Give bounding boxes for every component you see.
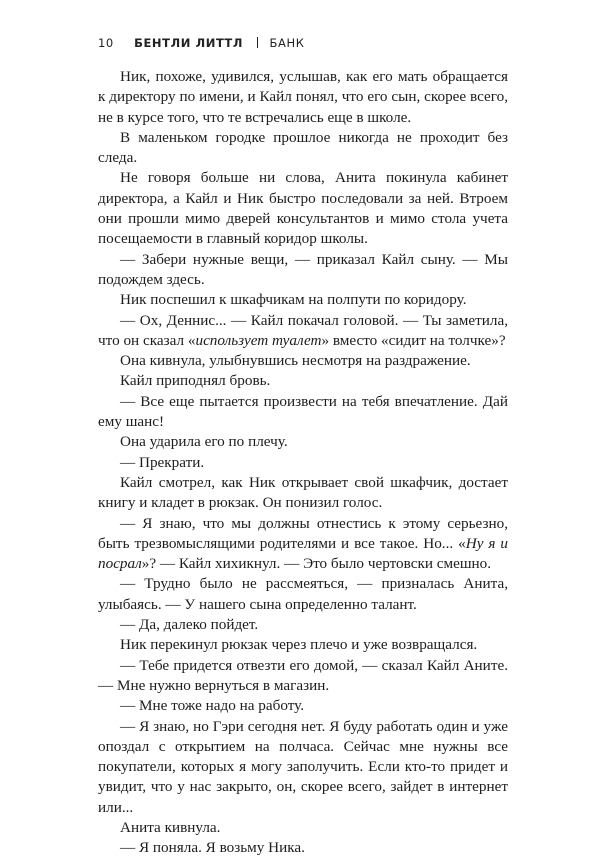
paragraph: — Трудно было не рассмеяться, — призналась Анита, улыбаясь. — У нашего сына определенно талант.: [98, 575, 508, 613]
paragraph: Ник поспешил к шкафчикам на полпути по коридору.: [120, 291, 467, 309]
paragraph: Она ударила его по плечу.: [120, 433, 288, 451]
paragraph: В маленьком городке прошлое никогда не проходит без следа.: [98, 128, 508, 167]
paragraph: [98, 311, 508, 352]
italic-text-run: Ну я и посрал: [98, 534, 508, 573]
text-run: »? — Кайл хихикнул. — Это было чертовски смешно.: [141, 555, 492, 573]
body-text: [98, 67, 508, 859]
paragraph: — Прекрати.: [120, 453, 205, 471]
paragraph: [98, 514, 508, 575]
paragraph: Не говоря больше ни слова, Анита покинула кабинет директора, а Кайл и Ник быстро последовали за ней. Втроем они прошли мимо дверей консультантов и мимо стола учета посещаемости в главный коридор школы.: [98, 169, 508, 248]
text-run: — Я знаю, что мы должны отнестись к этому серьезно, быть трезвомыслящими родителями и все такое. Но... «: [98, 514, 508, 552]
paragraph: — Я поняла. Я возьму Ника.: [120, 839, 305, 857]
header-book-title: БАНК: [269, 36, 305, 50]
header-author: БЕНТЛИ ЛИТТЛ: [134, 36, 243, 50]
paragraph: Кайл смотрел, как Ник открывает свой шкафчик, достает книгу и кладет в рюкзак. Он понизил голос.: [98, 473, 508, 512]
page-number: 10: [98, 36, 114, 50]
paragraph: — Мне тоже надо на работу.: [120, 697, 305, 715]
paragraph: — Я знаю, но Гэри сегодня нет. Я буду работать один и уже опоздал с открытием на полчаса. Сейчас мне нужны все покупатели, которых я могу заполучить. Если кто-то придет и увидит, что у нас закрыто, он, скорее всего, зайдет в интернет или...: [98, 717, 508, 816]
paragraph: Кайл приподнял бровь.: [120, 372, 271, 390]
paragraph: Ник перекинул рюкзак через плечо и уже возвращался.: [120, 636, 478, 654]
paragraph: Анита кивнула.: [120, 818, 221, 836]
running-header: [98, 36, 305, 50]
text-run: » вместо «сидит на толчке»?: [321, 331, 506, 349]
text-run: — Ох, Деннис... — Кайл покачал головой. — Ты заметила, что он сказал «: [98, 311, 508, 349]
header-divider: [257, 37, 258, 48]
paragraph: — Все еще пытается произвести на тебя впечатление. Дай ему шанс!: [98, 392, 508, 431]
paragraph: Ник, похоже, удивился, услышав, как его мать обращается к директору по имени, и Кайл понял, что его сын, скорее всего, не в курсе того, что те встречались еще в школе.: [98, 68, 508, 126]
paragraph: — Тебе придется отвезти его домой, — сказал Кайл Аните. — Мне нужно вернуться в магазин.: [98, 656, 508, 694]
paragraph: Она кивнула, улыбнувшись несмотря на раздражение.: [120, 352, 471, 370]
paragraph: — Забери нужные вещи, — приказал Кайл сыну. — Мы подождем здесь.: [98, 250, 508, 288]
paragraph: — Да, далеко пойдет.: [120, 616, 259, 634]
italic-text-run: использует туалет: [195, 331, 322, 349]
